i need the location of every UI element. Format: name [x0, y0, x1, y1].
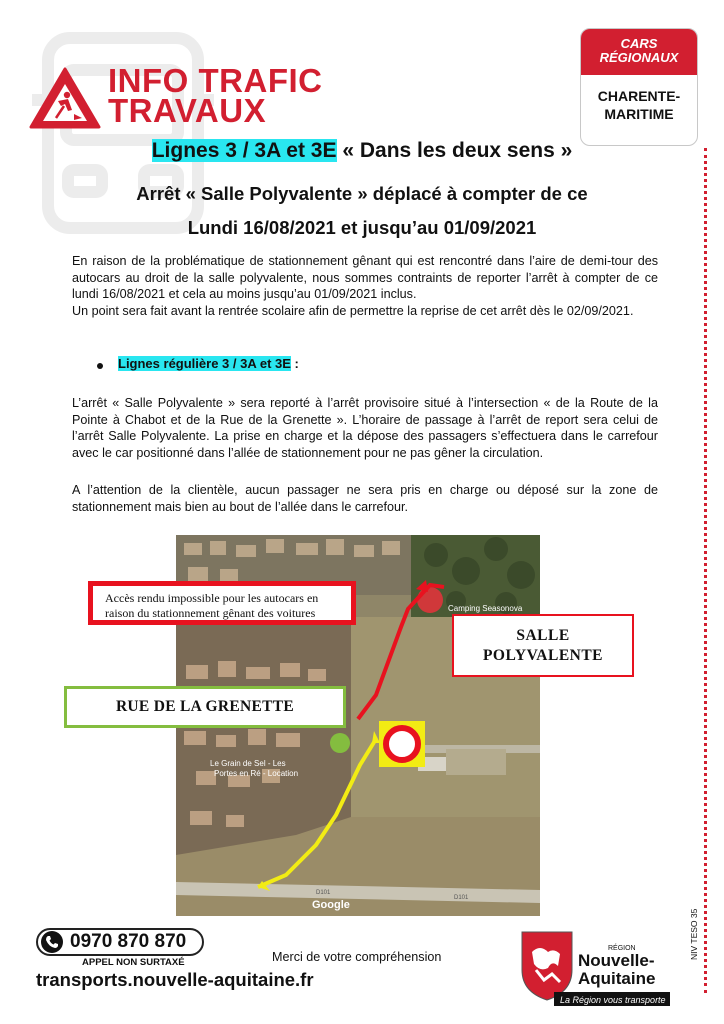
salle-polyvalente-callout — [452, 614, 634, 677]
phone-icon — [40, 930, 64, 954]
brand-bottom-line2: MARITIME — [604, 106, 674, 122]
salle-callout-line1: SALLE — [516, 627, 570, 644]
thanks-text: Merci de votre compréhension — [272, 950, 442, 964]
roadworks-warning-icon — [28, 66, 102, 130]
shop-label-line1: Le Grain de Sel - Les — [210, 759, 286, 768]
region-line2: Aquitaine — [578, 969, 656, 988]
access-blocked-callout — [88, 581, 356, 625]
road-label-2: D101 — [454, 895, 469, 901]
intro-text-followup: Un point sera fait avant la rentrée scolaire afin de permettre la reprise de cet arrêt dès le 02/09/2021. — [72, 303, 634, 318]
dotted-divider — [704, 148, 707, 993]
green-location-marker — [330, 733, 350, 753]
document-code: NIV TESO 35 — [689, 908, 699, 960]
road-label-1: D101 — [316, 890, 331, 896]
attention-paragraph: A l’attention de la clientèle, aucun passager ne sera pris en charge ou déposé sur la zone de stationnement mais bien au bout de l’allée dans le carrefour. — [72, 483, 658, 514]
report-paragraph: L’arrêt « Salle Polyvalente » sera reporté à l’arrêt provisoire situé à l’intersection « de la Route de la Pointe à Chabot et de la Rue de la Grenette ». L’horaire de passage à l’arrêt de report sera celui de l’arrêt Salle Polyvalente. La prise en charge et la dépose des passagers s’effectuera dans le carrefour avec le car positionné dans l’allée de stationnement pour ne pas gêner la circulation. — [72, 396, 658, 460]
region-line1: Nouvelle- — [578, 951, 655, 970]
turning-area-marker — [417, 587, 443, 613]
intro-paragraph — [72, 253, 658, 319]
brand-department — [581, 75, 697, 123]
website-link[interactable]: transports.nouvelle-aquitaine.fr — [36, 969, 314, 990]
phone-number[interactable]: 0970 870 870 — [70, 931, 187, 952]
rue-grenette-callout: RUE DE LA GRENETTE — [64, 686, 346, 728]
nouvelle-aquitaine-logo — [518, 930, 674, 1010]
shop-label-line2: Portes en Ré - Location — [214, 769, 299, 778]
info-trafic-title: INFO TRAFIC — [108, 62, 323, 99]
google-label: Google — [312, 899, 350, 911]
phone-note: APPEL NON SURTAXÉ — [82, 957, 185, 968]
intro-text: En raison de la problématique de stationnement gênant qui est rencontré dans l’aire de demi-tour des autocars au droit de la salle polyvalente, nous sommes contraints de reporter l’arrêt à compter de ce lundi 16/08/2021 et cela au moins jusqu’au 01/09/2021 inclus. — [72, 254, 658, 301]
lines-heading — [0, 138, 724, 164]
region-small: RÉGION — [608, 945, 636, 952]
lines-highlight: Lignes 3 / 3A et 3E — [151, 139, 337, 162]
salle-callout-line2: POLYVALENTE — [482, 647, 604, 664]
brand-bottom-line1: CHARENTE- — [597, 88, 681, 104]
access-callout-line2: raison du stationnement gênant des voitures — [105, 606, 316, 620]
brand-top-band — [581, 29, 697, 75]
region-tagline: La Région vous transporte — [560, 995, 666, 1005]
brand-top-line1: CARS — [620, 36, 658, 51]
direction-text: « Dans les deux sens » — [336, 139, 573, 162]
travaux-title: TRAVAUX — [108, 92, 267, 129]
bullet-highlight: Lignes régulière 3 / 3A et 3E — [118, 356, 291, 371]
stop-moved-heading: Arrêt « Salle Polyvalente » déplacé à compter de ce — [136, 183, 588, 204]
bullet-dot — [97, 363, 103, 369]
bullet-colon: : — [290, 356, 299, 371]
date-range-heading: Lundi 16/08/2021 et jusqu’au 01/09/2021 — [187, 217, 537, 238]
access-callout-line1: Accès rendu impossible pour les autocars en — [105, 591, 319, 605]
cars-regionaux-badge — [580, 28, 698, 146]
regular-lines-bullet — [118, 356, 299, 371]
camping-label: Camping Seasonova — [448, 604, 523, 613]
brand-top-line2: RÉGIONAUX — [599, 50, 679, 65]
